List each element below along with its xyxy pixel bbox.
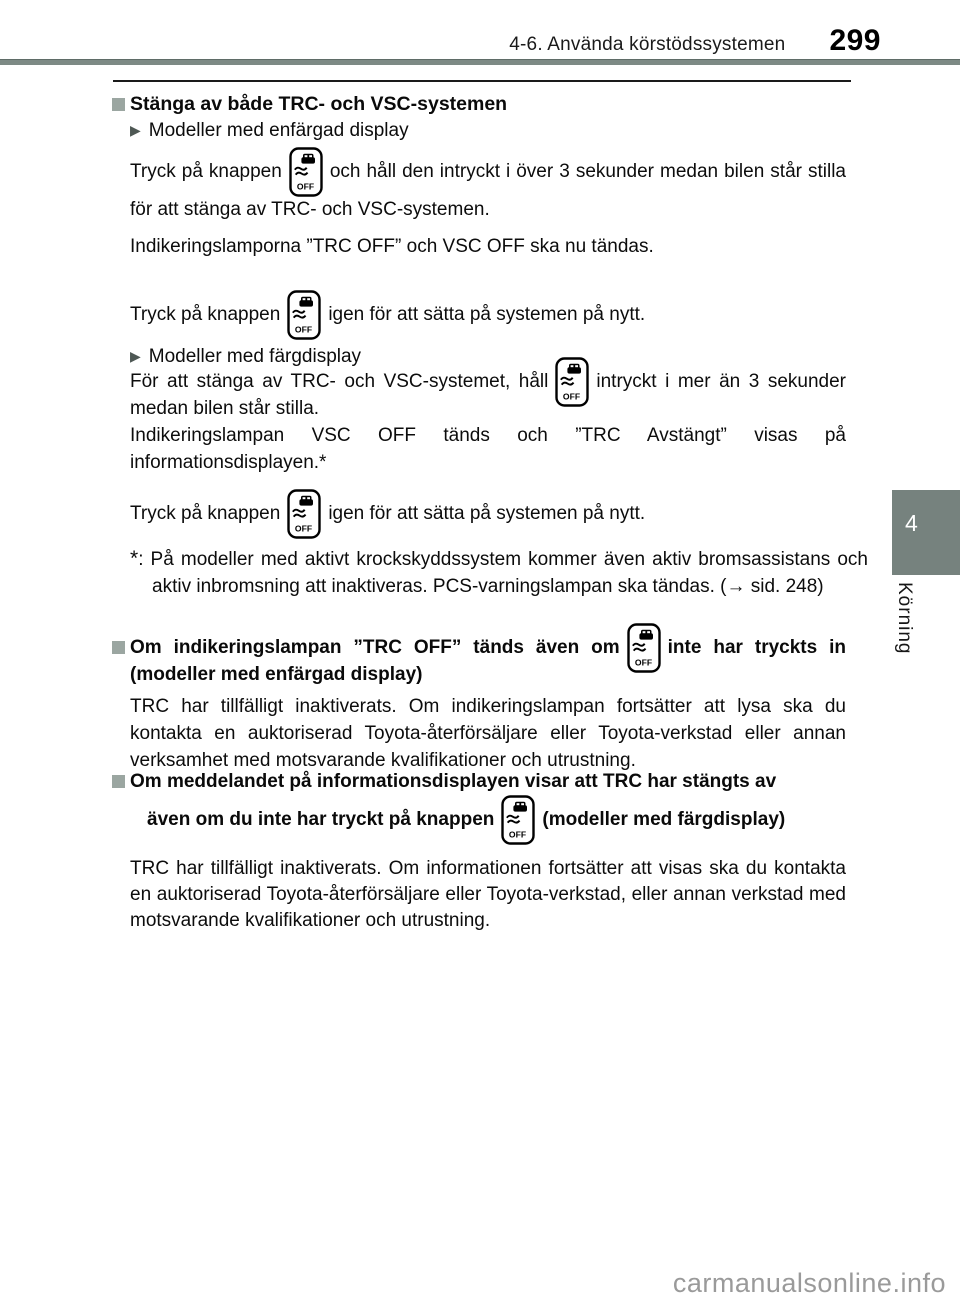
vsc-off-button-icon — [289, 147, 323, 197]
heading-text: Om indikeringslampan ”TRC OFF” tänds även om — [130, 637, 620, 658]
paragraph-text: Indikeringslamporna ”TRC OFF” och VSC OFF ska nu tändas. — [130, 236, 654, 257]
paragraph-press-button-hold — [130, 147, 846, 223]
heading-text: även om du inte har tryckt på knappen — [147, 809, 495, 831]
paragraph-text: Tryck på knappen — [130, 304, 281, 326]
watermark-text: carmanualsonline.info — [672, 1268, 946, 1298]
footnote-asterisk: * — [130, 547, 139, 570]
square-bullet-icon — [112, 775, 125, 788]
submarker-color-display — [130, 346, 846, 368]
vsc-off-button-icon — [501, 795, 535, 845]
svg-text:OFF: OFF — [295, 324, 313, 335]
svg-text:OFF: OFF — [509, 829, 527, 840]
paragraph-press-again-2 — [130, 489, 846, 539]
heading-text: inte har tryckts in (modeller med enfärgad display) — [130, 637, 846, 685]
paragraph-trc-deactivated-2 — [130, 856, 846, 934]
submarker-label: Modeller med färgdisplay — [148, 346, 362, 367]
paragraph-text: igen för att sätta på systemen på nytt. — [328, 304, 646, 326]
section-title: 4-6. Använda körstödssystemen — [509, 34, 786, 55]
footnote — [130, 545, 868, 600]
section-heading-label: Stänga av både TRC- och VSC-systemen — [130, 93, 508, 115]
paragraph-text: och håll den intryckt i över 3 sekunder medan bilen står stilla för att stänga av TRC- och VSC-systemen. — [130, 161, 846, 220]
paragraph-text: TRC har tillfälligt inaktiverats. Om indikeringslampan fortsätter att lysa ska du kontakta en auktoriserad Toyota-återförsäljare eller Toyota-verkstad eller annan verksamhet med motsvarande kvalifikationer och utrustning. — [130, 696, 846, 771]
paragraph-text: TRC har tillfälligt inaktiverats. Om informationen fortsätter att visas ska du kontakta en auktoriserad Toyota-återförsäljare eller Toyota-verkstad, eller annan verkstad med motsvarande kvalifikationer och utrustning. — [130, 858, 846, 931]
triangle-marker-icon: ▶ — [130, 348, 141, 364]
paragraph-text: intryckt i mer än 3 sekunder medan bilen står stilla. — [130, 371, 846, 419]
paragraph-color-display-instructions — [130, 368, 846, 476]
header-divider — [0, 59, 960, 65]
heading-line-1 — [130, 768, 846, 795]
footnote-text: : På modeller med aktivt krockskyddssystem kommer även aktiv bromsassistans och aktiv inbromsning att inaktiveras. PCS-varningslampan ska tändas. (→ sid. 248) — [138, 549, 868, 597]
paragraph-indicator-lamps — [130, 234, 846, 260]
chapter-tab — [892, 490, 960, 575]
content-top-rule — [113, 80, 851, 82]
section-heading-trc-off-lamp — [112, 634, 846, 688]
paragraph-trc-deactivated-1 — [130, 693, 846, 774]
vsc-off-button-icon — [287, 489, 321, 539]
paragraph-text: Tryck på knappen — [130, 161, 282, 183]
section-heading-turn-off-trc-vsc — [112, 91, 846, 118]
heading-text: Om meddelandet på informationsdisplayen visar att TRC har stängts av — [130, 771, 777, 792]
heading-line-2 — [130, 795, 846, 845]
paragraph-text: Tryck på knappen — [130, 503, 281, 525]
svg-text:OFF: OFF — [634, 657, 652, 668]
paragraph-vsc-off-lamp — [130, 422, 846, 476]
vsc-off-button-icon — [287, 290, 321, 340]
page-header — [0, 24, 881, 58]
chapter-label-vertical: Körning — [894, 582, 915, 655]
submarker-monochrome-display — [130, 120, 846, 142]
paragraph-text: Indikeringslampan VSC OFF tänds och ”TRC Avstängt” visas på informationsdisplayen.* — [130, 425, 846, 473]
chapter-number: 4 — [905, 510, 918, 536]
svg-text:OFF: OFF — [296, 181, 314, 192]
submarker-label: Modeller med enfärgad display — [148, 120, 409, 141]
heading-text: (modeller med färgdisplay) — [542, 809, 786, 831]
triangle-marker-icon: ▶ — [130, 122, 141, 138]
vsc-off-button-icon — [555, 369, 589, 402]
paragraph-text: För att stänga av TRC- och VSC-systemet, håll — [130, 371, 549, 392]
svg-text:OFF: OFF — [295, 523, 313, 534]
square-bullet-icon — [112, 641, 125, 654]
paragraph-press-again-1 — [130, 290, 846, 340]
vsc-off-button-icon — [627, 635, 661, 668]
paragraph-text: igen för att sätta på systemen på nytt. — [328, 503, 646, 525]
svg-text:OFF: OFF — [563, 391, 581, 402]
page-number: 299 — [829, 24, 881, 57]
paragraph-hold-button — [130, 368, 846, 422]
square-bullet-icon — [112, 98, 125, 111]
section-heading-message-display — [112, 768, 846, 845]
